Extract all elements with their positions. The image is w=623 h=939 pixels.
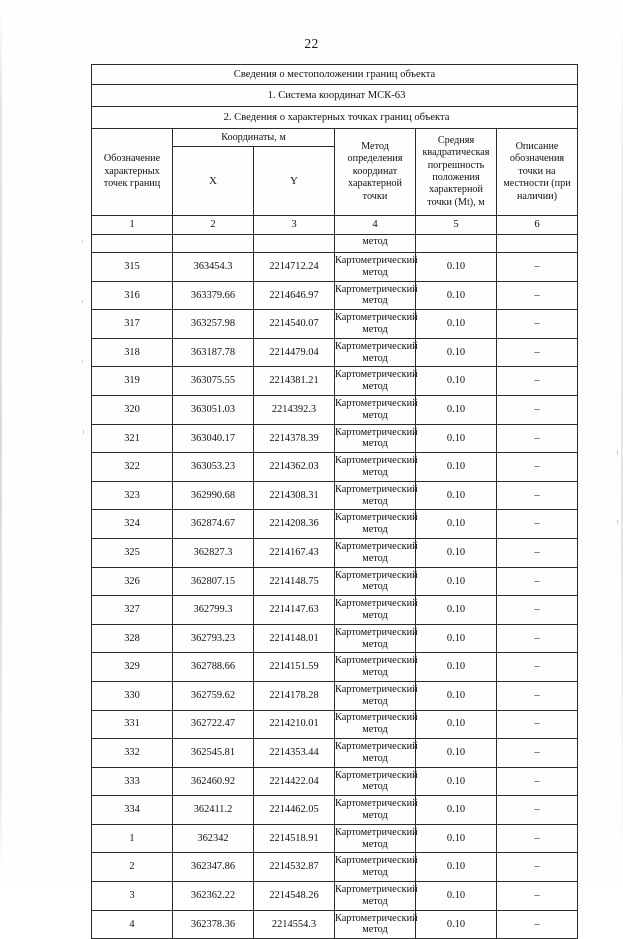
table-row (92, 281, 578, 310)
column-number-4: 4 (335, 216, 416, 235)
cell-method: Картометрический метод (335, 882, 416, 911)
cell-description: – (497, 624, 578, 653)
cell-coordinate-y: 2214532.87 (254, 853, 335, 882)
cell-error: 0.10 (416, 596, 497, 625)
cell-method: Картометрический метод (335, 910, 416, 939)
cell-coordinate-y: 2214518.91 (254, 824, 335, 853)
cell-description: – (497, 824, 578, 853)
continuation-point (92, 235, 173, 253)
cell-point-designation: 318 (92, 338, 173, 367)
cell-description: – (497, 338, 578, 367)
cell-description: – (497, 567, 578, 596)
cell-error: 0.10 (416, 910, 497, 939)
table-row (92, 367, 578, 396)
table-row (92, 796, 578, 825)
cell-error: 0.10 (416, 253, 497, 282)
cell-description: – (497, 253, 578, 282)
cell-point-designation: 327 (92, 596, 173, 625)
header-coordinates-group: Координаты, м (173, 129, 335, 147)
cell-coordinate-y: 2214392.3 (254, 395, 335, 424)
cell-method: Картометрический метод (335, 510, 416, 539)
cell-coordinate-x: 363187.78 (173, 338, 254, 367)
section-characteristic-points: 2. Сведения о характерных точках границ объекта (92, 107, 578, 129)
boundary-points-table (91, 64, 578, 939)
cell-point-designation: 333 (92, 767, 173, 796)
cell-coordinate-x: 362411.2 (173, 796, 254, 825)
cell-error: 0.10 (416, 739, 497, 768)
table-title: Сведения о местоположении границ объекта (92, 65, 578, 85)
cell-coordinate-x: 362799.3 (173, 596, 254, 625)
cell-coordinate-x: 362759.62 (173, 681, 254, 710)
cell-coordinate-y: 2214479.04 (254, 338, 335, 367)
cell-coordinate-x: 362793.23 (173, 624, 254, 653)
cell-coordinate-x: 362347.86 (173, 853, 254, 882)
cell-coordinate-x: 363051.03 (173, 395, 254, 424)
table-row (92, 481, 578, 510)
header-mean-square-error: Средняя квадратическая погрешность положения характерной точки (Mt), м (416, 129, 497, 216)
cell-coordinate-x: 362807.15 (173, 567, 254, 596)
column-number-1: 1 (92, 216, 173, 235)
header-axis-y: Y (254, 147, 335, 216)
continuation-method: метод (335, 235, 416, 253)
cell-error: 0.10 (416, 710, 497, 739)
cell-method: Картометрический метод (335, 395, 416, 424)
cell-method: Картометрический метод (335, 281, 416, 310)
cell-method: Картометрический метод (335, 481, 416, 510)
cell-coordinate-y: 2214548.26 (254, 882, 335, 911)
cell-coordinate-x: 363454.3 (173, 253, 254, 282)
scan-speck (82, 300, 83, 303)
cell-point-designation: 331 (92, 710, 173, 739)
cell-description: – (497, 596, 578, 625)
cell-point-designation: 319 (92, 367, 173, 396)
cell-method: Картометрический метод (335, 767, 416, 796)
cell-description: – (497, 653, 578, 682)
section-coordinate-system: 1. Система координат МСК-63 (92, 85, 578, 107)
table-row (92, 767, 578, 796)
scan-speck (82, 240, 83, 243)
header-row-top (92, 129, 578, 147)
cell-method: Картометрический метод (335, 710, 416, 739)
table-row (92, 310, 578, 339)
cell-error: 0.10 (416, 567, 497, 596)
cell-method: Картометрический метод (335, 310, 416, 339)
cell-error: 0.10 (416, 853, 497, 882)
continuation-error (416, 235, 497, 253)
cell-point-designation: 328 (92, 624, 173, 653)
cell-description: – (497, 310, 578, 339)
cell-coordinate-y: 2214712.24 (254, 253, 335, 282)
cell-coordinate-x: 362990.68 (173, 481, 254, 510)
cell-description: – (497, 395, 578, 424)
table-row (92, 538, 578, 567)
cell-method: Картометрический метод (335, 567, 416, 596)
cell-coordinate-y: 2214151.59 (254, 653, 335, 682)
scan-edge-left (0, 0, 2, 881)
table-row (92, 596, 578, 625)
cell-point-designation: 330 (92, 681, 173, 710)
continuation-y (254, 235, 335, 253)
cell-error: 0.10 (416, 481, 497, 510)
cell-method: Картометрический метод (335, 253, 416, 282)
table-row (92, 453, 578, 482)
continuation-x (173, 235, 254, 253)
cell-error: 0.10 (416, 453, 497, 482)
cell-coordinate-x: 362378.36 (173, 910, 254, 939)
cell-method: Картометрический метод (335, 824, 416, 853)
table-row (92, 853, 578, 882)
cell-description: – (497, 681, 578, 710)
cell-coordinate-y: 2214147.63 (254, 596, 335, 625)
cell-error: 0.10 (416, 824, 497, 853)
cell-description: – (497, 481, 578, 510)
column-number-3: 3 (254, 216, 335, 235)
cell-description: – (497, 882, 578, 911)
cell-method: Картометрический метод (335, 796, 416, 825)
table-row (92, 739, 578, 768)
cell-method: Картометрический метод (335, 367, 416, 396)
cell-description: – (497, 853, 578, 882)
cell-coordinate-x: 362874.67 (173, 510, 254, 539)
cell-coordinate-x: 362722.47 (173, 710, 254, 739)
cell-point-designation: 325 (92, 538, 173, 567)
cell-method: Картометрический метод (335, 338, 416, 367)
column-number-2: 2 (173, 216, 254, 235)
table-row (92, 338, 578, 367)
cell-description: – (497, 796, 578, 825)
cell-error: 0.10 (416, 281, 497, 310)
column-number-6: 6 (497, 216, 578, 235)
cell-error: 0.10 (416, 882, 497, 911)
cell-coordinate-x: 363040.17 (173, 424, 254, 453)
cell-point-designation: 2 (92, 853, 173, 882)
scan-speck (82, 360, 83, 363)
cell-coordinate-y: 2214208.36 (254, 510, 335, 539)
cell-coordinate-y: 2214554.3 (254, 910, 335, 939)
cell-coordinate-y: 2214167.43 (254, 538, 335, 567)
cell-point-designation: 315 (92, 253, 173, 282)
cell-method: Картометрический метод (335, 453, 416, 482)
cell-method: Картометрический метод (335, 424, 416, 453)
cell-point-designation: 316 (92, 281, 173, 310)
cell-coordinate-x: 363053.23 (173, 453, 254, 482)
cell-description: – (497, 453, 578, 482)
cell-description: – (497, 710, 578, 739)
cell-point-designation: 329 (92, 653, 173, 682)
cell-coordinate-y: 2214422.04 (254, 767, 335, 796)
table-title-row (92, 65, 578, 85)
cell-coordinate-x: 362362.22 (173, 882, 254, 911)
cell-coordinate-y: 2214148.01 (254, 624, 335, 653)
cell-coordinate-x: 362460.92 (173, 767, 254, 796)
cell-coordinate-x: 363379.66 (173, 281, 254, 310)
scan-speck (83, 430, 84, 434)
cell-error: 0.10 (416, 424, 497, 453)
cell-coordinate-y: 2214178.28 (254, 681, 335, 710)
cell-coordinate-y: 2214353.44 (254, 739, 335, 768)
continuation-description (497, 235, 578, 253)
cell-error: 0.10 (416, 510, 497, 539)
cell-coordinate-x: 362788.66 (173, 653, 254, 682)
cell-description: – (497, 910, 578, 939)
scan-speck (617, 450, 618, 455)
cell-method: Картометрический метод (335, 538, 416, 567)
cell-method: Картометрический метод (335, 624, 416, 653)
table-row (92, 395, 578, 424)
cell-error: 0.10 (416, 653, 497, 682)
header-point-designation: Обозначение характерных точек границ (92, 129, 173, 216)
table-row (92, 710, 578, 739)
cell-method: Картометрический метод (335, 739, 416, 768)
table-row (92, 910, 578, 939)
cell-description: – (497, 510, 578, 539)
cell-coordinate-y: 2214646.97 (254, 281, 335, 310)
table-row (92, 681, 578, 710)
table-body (92, 65, 578, 939)
table-row (92, 653, 578, 682)
cell-description: – (497, 538, 578, 567)
header-axis-x: X (173, 147, 254, 216)
cell-point-designation: 334 (92, 796, 173, 825)
cell-method: Картометрический метод (335, 853, 416, 882)
cell-error: 0.10 (416, 624, 497, 653)
table-row (92, 824, 578, 853)
cell-coordinate-y: 2214210.01 (254, 710, 335, 739)
column-number-5: 5 (416, 216, 497, 235)
cell-point-designation: 320 (92, 395, 173, 424)
cell-point-designation: 323 (92, 481, 173, 510)
column-number-row (92, 216, 578, 235)
scan-speck (617, 520, 618, 524)
section-2-row (92, 107, 578, 129)
cell-coordinate-x: 363075.55 (173, 367, 254, 396)
cell-coordinate-y: 2214362.03 (254, 453, 335, 482)
header-determination-method: Метод определения координат характерной точки (335, 129, 416, 216)
cell-point-designation: 332 (92, 739, 173, 768)
cell-error: 0.10 (416, 395, 497, 424)
cell-point-designation: 4 (92, 910, 173, 939)
cell-coordinate-x: 362545.81 (173, 739, 254, 768)
cell-error: 0.10 (416, 538, 497, 567)
cell-point-designation: 326 (92, 567, 173, 596)
cell-coordinate-y: 2214462.05 (254, 796, 335, 825)
cell-description: – (497, 424, 578, 453)
cell-coordinate-y: 2214148.75 (254, 567, 335, 596)
cell-error: 0.10 (416, 681, 497, 710)
table-row (92, 624, 578, 653)
cell-coordinate-y: 2214540.07 (254, 310, 335, 339)
cell-method: Картометрический метод (335, 653, 416, 682)
table-row (92, 253, 578, 282)
cell-coordinate-y: 2214308.31 (254, 481, 335, 510)
cell-error: 0.10 (416, 796, 497, 825)
cell-point-designation: 321 (92, 424, 173, 453)
cell-description: – (497, 367, 578, 396)
table-row (92, 424, 578, 453)
cell-point-designation: 1 (92, 824, 173, 853)
cell-error: 0.10 (416, 367, 497, 396)
cell-error: 0.10 (416, 767, 497, 796)
cell-point-designation: 3 (92, 882, 173, 911)
cell-coordinate-x: 362342 (173, 824, 254, 853)
cell-method: Картометрический метод (335, 596, 416, 625)
cell-point-designation: 317 (92, 310, 173, 339)
cell-description: – (497, 739, 578, 768)
table-row (92, 882, 578, 911)
cell-error: 0.10 (416, 310, 497, 339)
cell-error: 0.10 (416, 338, 497, 367)
cell-description: – (497, 767, 578, 796)
section-1-row (92, 85, 578, 107)
cell-description: – (497, 281, 578, 310)
cell-point-designation: 324 (92, 510, 173, 539)
cell-coordinate-x: 362827.3 (173, 538, 254, 567)
continuation-row (92, 235, 578, 253)
cell-coordinate-y: 2214381.21 (254, 367, 335, 396)
cell-coordinate-x: 363257.98 (173, 310, 254, 339)
header-point-description: Описание обозначения точки на местности (при наличии) (497, 129, 578, 216)
table-row (92, 567, 578, 596)
cell-method: Картометрический метод (335, 681, 416, 710)
cell-coordinate-y: 2214378.39 (254, 424, 335, 453)
page-number: 22 (304, 36, 319, 51)
cell-point-designation: 322 (92, 453, 173, 482)
table-row (92, 510, 578, 539)
